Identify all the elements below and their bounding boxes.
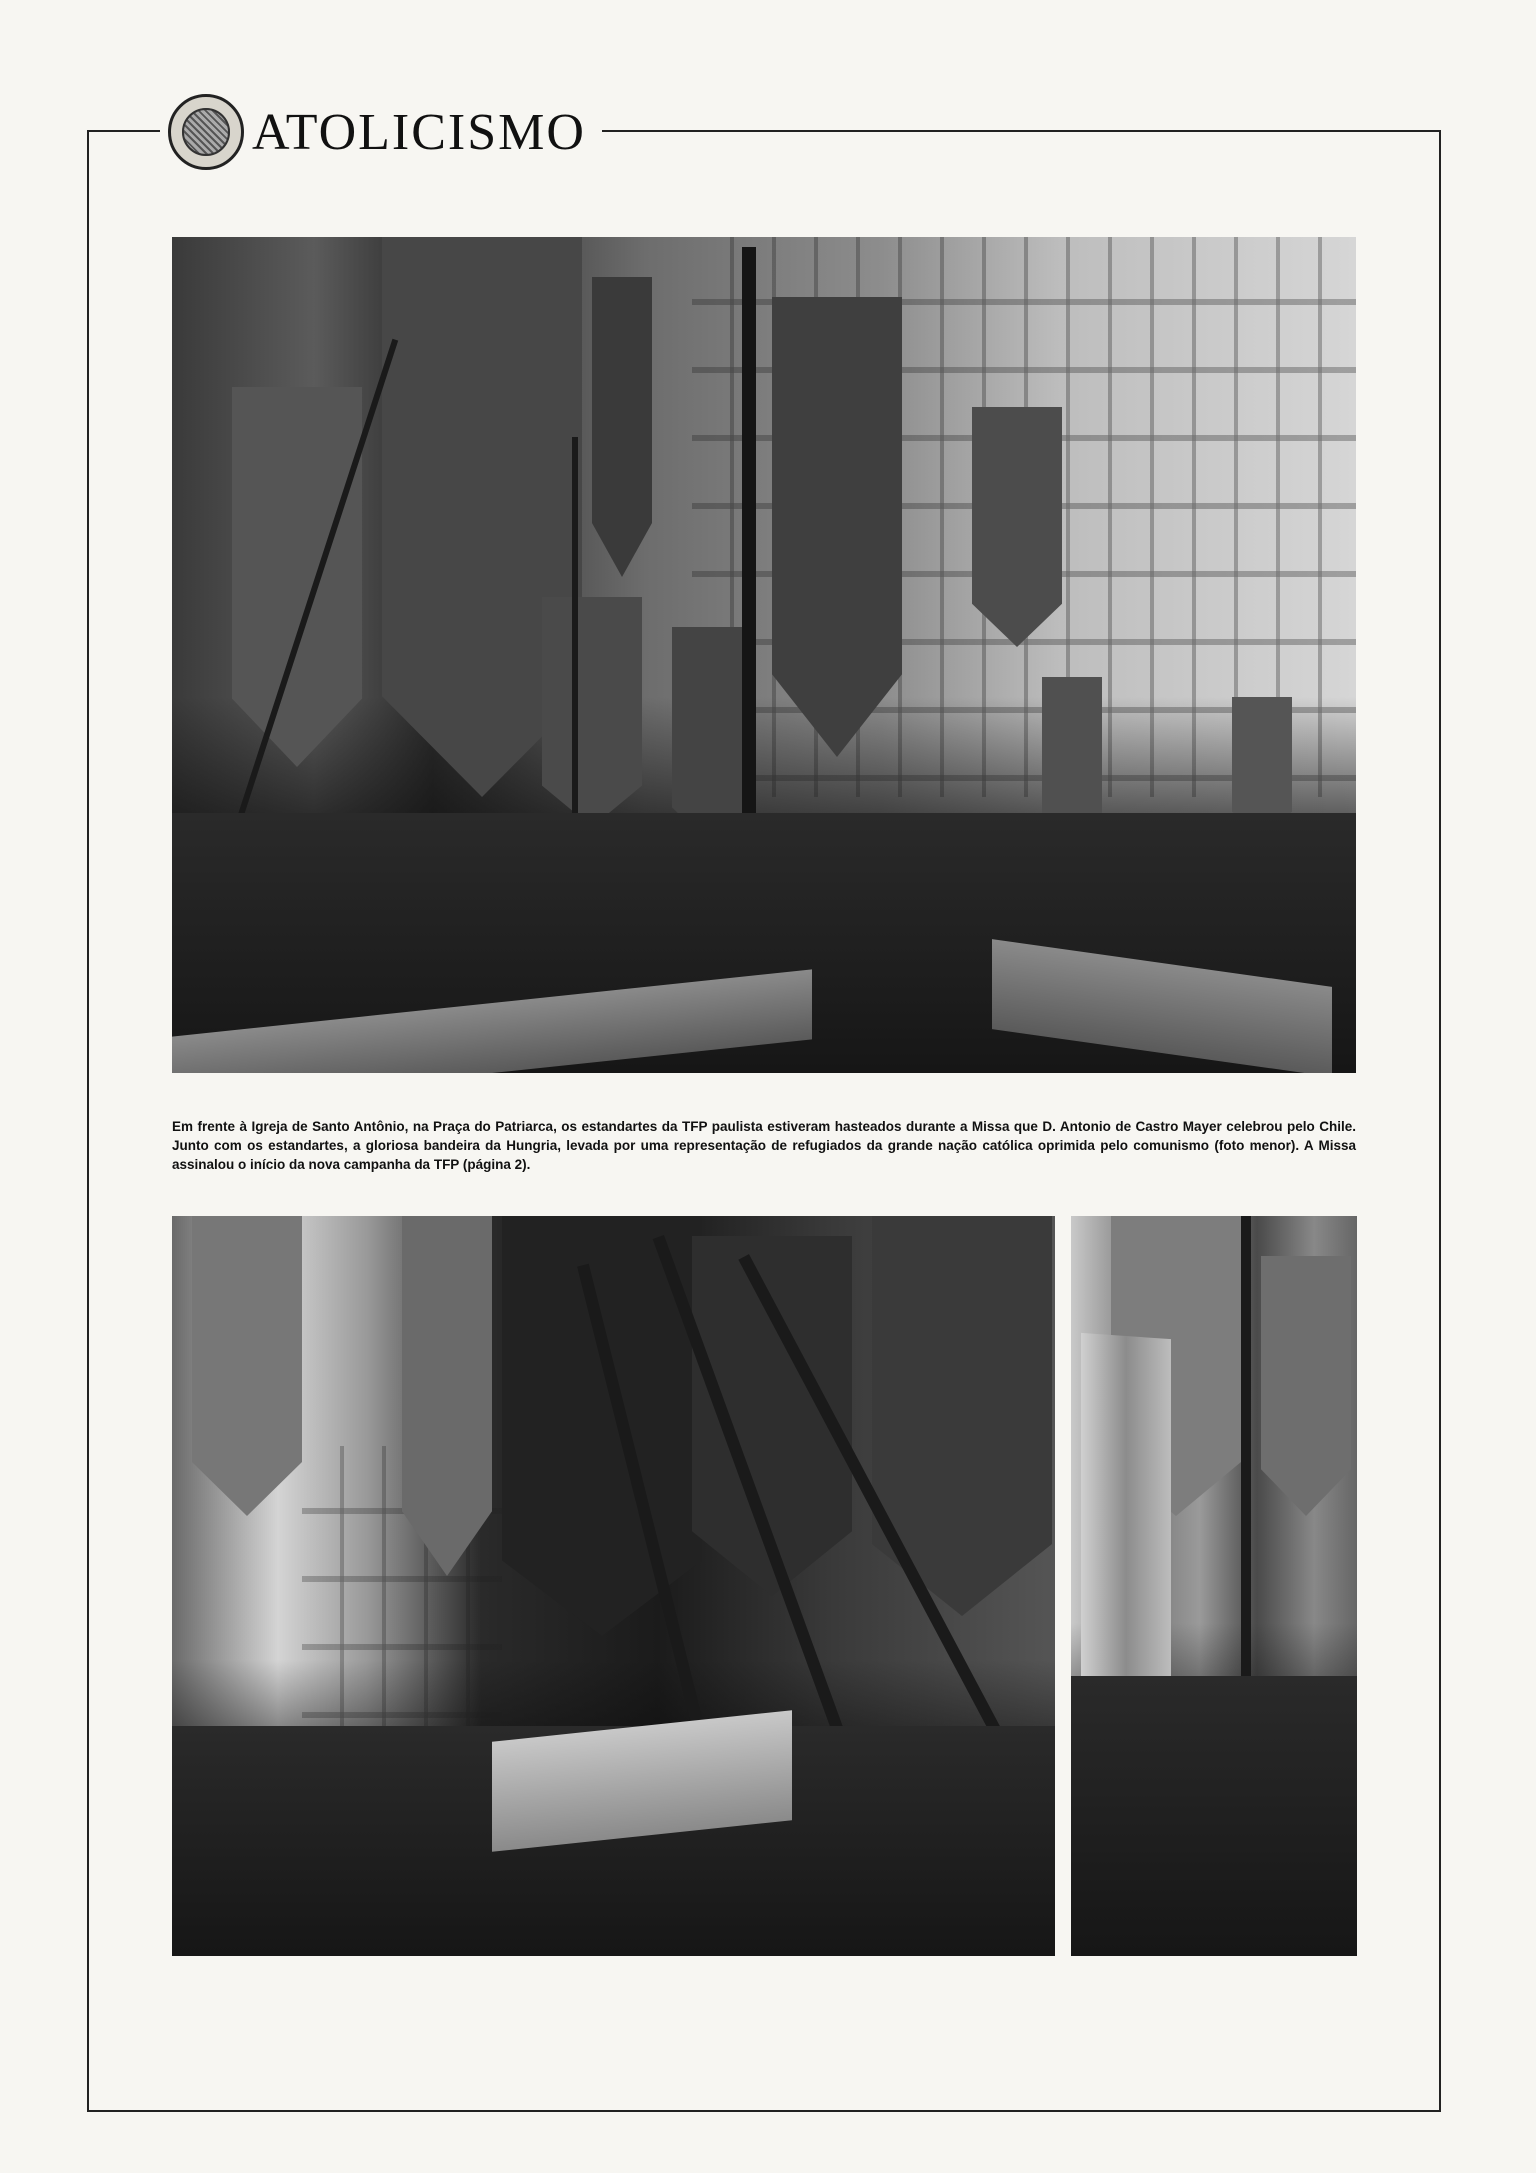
photo-hungarian-flag: [1071, 1216, 1357, 1956]
photo-procession-banners: [172, 237, 1356, 1073]
banner: [772, 297, 902, 757]
seal-emblem-icon: [168, 94, 244, 170]
banner: [542, 597, 642, 827]
banner: [592, 277, 652, 577]
banner: [1261, 1256, 1351, 1516]
seal-inner: [182, 108, 230, 156]
banner: [192, 1216, 302, 1516]
photo-banners-crowd: [172, 1216, 1055, 1956]
photo-caption: Em frente à Igreja de Santo Antônio, na Praça do Patriarca, os estandartes da TFP paulista estiveram hasteados durante a Missa que D. Antonio de Castro Mayer celebrou pelo Chile. Junto com os estandartes, a gloriosa bandeira da Hungria, levada por uma representação de refugiados da grande nação católica oprimida pelo comunismo (foto menor). A Missa assinalou o início da nova campanha da TFP (página 2).: [172, 1119, 1356, 1172]
masthead-title: ATOLICISMO: [252, 103, 586, 161]
banner-pole: [742, 247, 756, 847]
masthead: [160, 92, 602, 172]
banner: [232, 387, 362, 767]
banner: [402, 1216, 492, 1576]
banner: [972, 407, 1062, 647]
crowd: [1071, 1676, 1357, 1956]
